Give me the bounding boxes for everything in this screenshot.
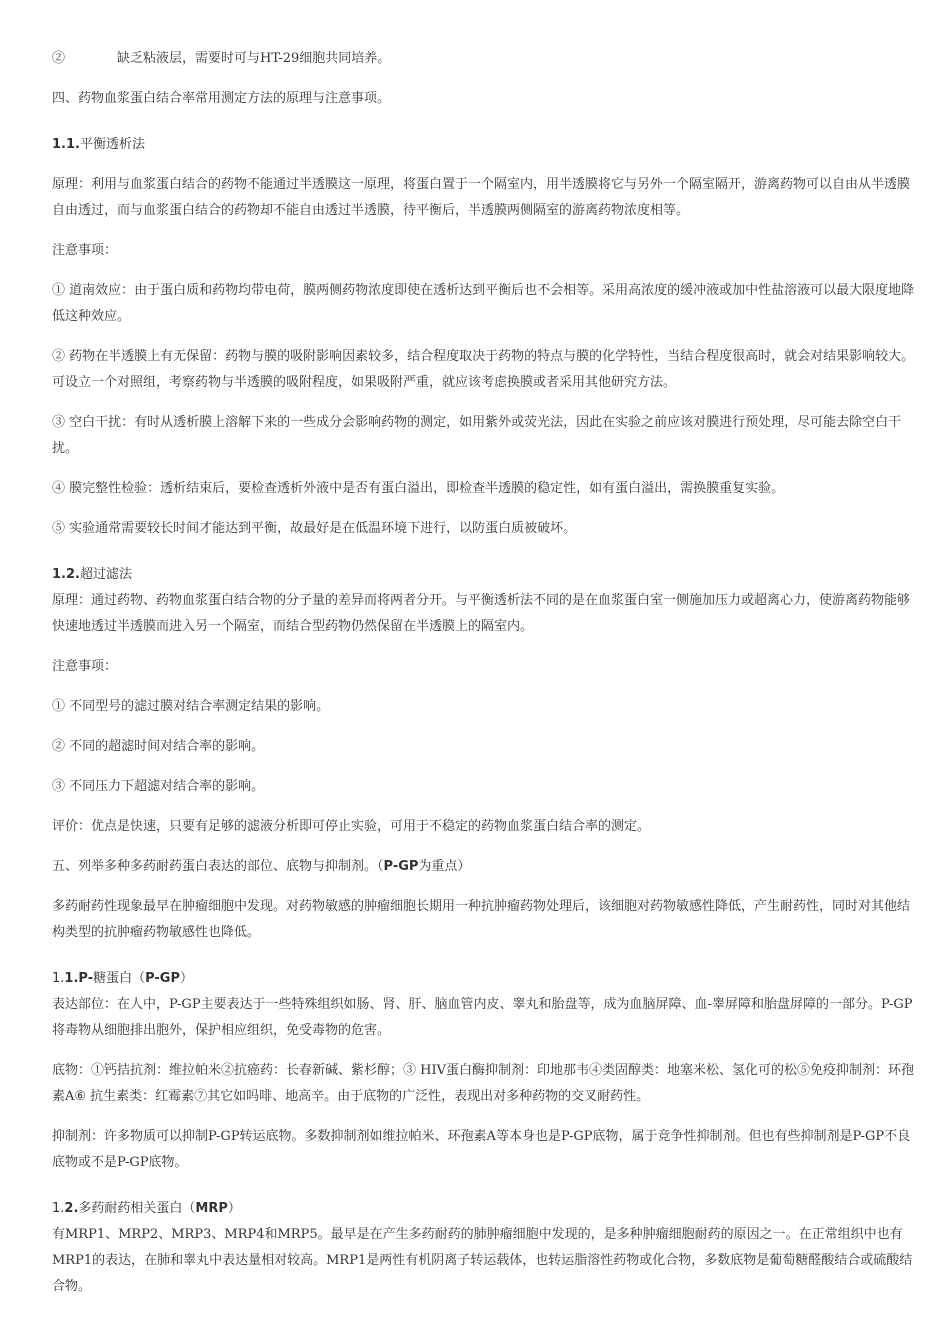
list-item: ③ 空白干扰：有时从透析膜上溶解下来的一些成分会影响药物的测定，如用紫外或荧光法，因此在实验之前应该对膜进行预处理，尽可能去除空白干扰。 bbox=[52, 415, 902, 456]
paragraph: 注意事项： bbox=[52, 659, 118, 674]
section-heading bbox=[52, 1196, 918, 1222]
paragraph: 评价：优点是快速，只要有足够的滤液分析即可停止实验，可用于不稳定的药物血浆蛋白结合率的测定。 bbox=[52, 819, 651, 834]
list-item: ① 道南效应：由于蛋白质和药物均带电荷，膜两侧药物浓度即使在透析达到平衡后也不会相等。采用高浓度的缓冲液或加中性盐溶液可以最大限度地降低这种效应。 bbox=[52, 283, 915, 324]
section-number: 1. bbox=[52, 971, 65, 986]
section-number-bold: 1.P- bbox=[64, 971, 94, 986]
text-run-bold: P-GP bbox=[383, 859, 419, 874]
text-run: 五、列举多种多药耐药蛋白表达的部位、底物与抑制剂。（ bbox=[52, 859, 384, 874]
text-run: 为重点） bbox=[418, 859, 471, 874]
section-title: ） bbox=[180, 971, 194, 986]
section-heading bbox=[52, 132, 918, 158]
paragraph: ② 缺乏粘液层，需要时可与HT-29细胞共同培养。 bbox=[52, 51, 391, 66]
section-title: 超过滤法 bbox=[79, 567, 132, 582]
list-item: ③ 不同压力下超滤对结合率的影响。 bbox=[52, 779, 265, 794]
paragraph: 抑制剂：许多物质可以抑制P-GP转运底物。多数抑制剂如维拉帕米、环孢素A等本身也是P-GP底物，属于竞争性抑制剂。但也有些抑制剂是P-GP不良底物或不是P-GP底物。 bbox=[52, 1129, 911, 1170]
list-item: ① 不同型号的滤过膜对结合率测定结果的影响。 bbox=[52, 699, 330, 714]
section-title: ） bbox=[227, 1201, 241, 1216]
section-title: 糖蛋白（ bbox=[93, 971, 146, 986]
paragraph: 原理：利用与血浆蛋白结合的药物不能通过半透膜这一原理，将蛋白置于一个隔室内，用半透膜将它与另外一个隔室隔开，游离药物可以自由从半透膜自由透过，而与血浆蛋白结合的药物却不能自由透过半透膜，待平衡后，半透膜两侧隔室的游离药物浓度相等。 bbox=[52, 177, 911, 218]
paragraph bbox=[52, 854, 918, 880]
paragraph: 多药耐药性现象最早在肿瘤细胞中发现。对药物敏感的肿瘤细胞长期用一种抗肿瘤药物处理后，该细胞对药物敏感性降低，产生耐药性，同时对其他结构类型的抗肿瘤药物敏感性也降低。 bbox=[52, 899, 911, 940]
paragraph: 底物：①钙拮抗剂：维拉帕米②抗癌药：长春新碱、紫杉醇；③ HIV蛋白酶抑制剂：印地那韦④类固醇类：地塞米松、氢化可的松⑤免疫抑制剂：环孢素A⑥ 抗生素类：红霉素⑦其它如吗啡、地高辛。由于底物的广泛性，表现出对多种药物的交叉耐药性。 bbox=[52, 1063, 914, 1104]
list-item: ⑤ 实验通常需要较长时间才能达到平衡，故最好是在低温环境下进行，以防蛋白质被破坏。 bbox=[52, 521, 577, 536]
list-item: ② 不同的超滤时间对结合率的影响。 bbox=[52, 739, 265, 754]
section-heading bbox=[52, 562, 918, 588]
section-title: 多药耐药相关蛋白（ bbox=[78, 1201, 196, 1216]
section-number-bold: 2. bbox=[64, 1201, 79, 1216]
section-heading bbox=[52, 966, 918, 992]
paragraph: 四、药物血浆蛋白结合率常用测定方法的原理与注意事项。 bbox=[52, 91, 391, 106]
list-item: ④ 膜完整性检验：透析结束后，要检查透析外液中是否有蛋白溢出，即检查半透膜的稳定性，如有蛋白溢出，需换膜重复实验。 bbox=[52, 481, 785, 496]
section-title-bold: MRP bbox=[195, 1201, 228, 1216]
paragraph: 原理：通过药物、药物血浆蛋白结合物的分子量的差异而将两者分开。与平衡透析法不同的是在血浆蛋白室一侧施加压力或超离心力，使游离药物能够快速地透过半透膜而进入另一个隔室，而结合型药物仍然保留在半透膜上的隔室内。 bbox=[52, 593, 911, 634]
paragraph: 有MRP1、MRP2、MRP3、MRP4和MRP5。最早是在产生多药耐药的肺肿瘤细胞中发现的，是多种肿瘤细胞耐药的原因之一。在正常组织中也有MRP1的表达，在肺和睾丸中表达量相对较高。MRP1是两性有机阴离子转运载体，也转运脂溶性药物或化合物，多数底物是葡萄糖醛酸结合或硫酸结合物。 bbox=[52, 1227, 913, 1294]
list-item: ② 药物在半透膜上有无保留：药物与膜的吸附影响因素较多，结合程度取决于药物的特点与膜的化学特性，当结合程度很高时，就会对结果影响较大。可设立一个对照组，考察药物与半透膜的吸附程度，如果吸附严重，就应该考虑换膜或者采用其他研究方法。 bbox=[52, 349, 915, 390]
section-number: 1.2. bbox=[52, 567, 80, 582]
section-title: 平衡透析法 bbox=[79, 137, 145, 152]
section-number: 1. bbox=[52, 1201, 65, 1216]
paragraph: 表达部位：在人中，P-GP主要表达于一些特殊组织如肠、肾、肝、脑血管内皮、睾丸和胎盘等，成为血脑屏障、血-睾屏障和胎盘屏障的一部分。P-GP将毒物从细胞排出胞外，保护相应组织，免受毒物的危害。 bbox=[52, 997, 913, 1038]
paragraph: 注意事项： bbox=[52, 243, 118, 258]
section-number: 1.1. bbox=[52, 137, 80, 152]
section-title-bold: P-GP bbox=[145, 971, 181, 986]
